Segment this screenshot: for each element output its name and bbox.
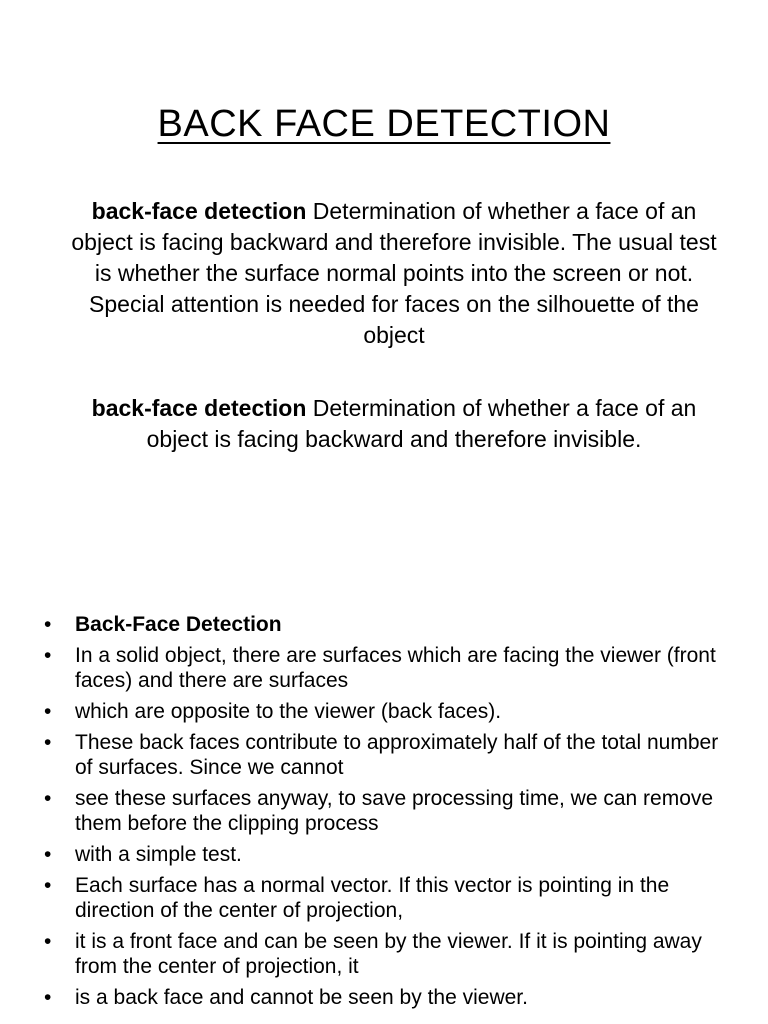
list-item: [0, 873, 768, 923]
bullet-icon: •: [44, 874, 52, 897]
list-item: [0, 786, 768, 836]
list-item: [0, 842, 768, 867]
bullet-icon: •: [44, 843, 52, 866]
list-item-text: with a simple test.: [75, 843, 242, 866]
bullet-icon: •: [44, 613, 52, 636]
bullet-list: [0, 612, 768, 1016]
list-item-text: is a back face and cannot be seen by the viewer.: [75, 986, 528, 1009]
definition-term: back-face detection: [91, 395, 307, 421]
list-item: [0, 985, 768, 1010]
list-item-text: Back-Face Detection: [75, 613, 282, 636]
list-item-text: Each surface has a normal vector. If this vector is pointing in the direction of the center of projection,: [75, 874, 670, 922]
list-item: [0, 929, 768, 979]
definition-text: Determination of whether a face of an object is facing backward and therefore invisible. The usual test is whether the surface normal points into the screen or not. Special attention is needed for faces on the silhouette of the object: [71, 198, 717, 348]
bullet-icon: •: [44, 787, 52, 810]
list-item: [0, 643, 768, 693]
definition-text: Determination of whether a face of an object is facing backward and therefore invisible.: [146, 395, 697, 452]
list-item-text: which are opposite to the viewer (back faces).: [75, 700, 502, 723]
list-item-text: see these surfaces anyway, to save processing time, we can remove them before the clipping process: [75, 787, 714, 835]
list-item-text: These back faces contribute to approximately half of the total number of surfaces. Since we cannot: [75, 731, 719, 779]
list-item: [0, 730, 768, 780]
definition-term: back-face detection: [91, 198, 307, 224]
list-item-text: In a solid object, there are surfaces which are facing the viewer (front faces) and there are surfaces: [75, 644, 716, 692]
definition-paragraph-2: [60, 393, 728, 455]
bullet-icon: •: [44, 930, 52, 953]
bullet-icon: •: [44, 700, 52, 723]
list-item: [0, 612, 768, 637]
bullet-icon: •: [44, 986, 52, 1009]
page-title: BACK FACE DETECTION: [157, 103, 611, 145]
list-item-text: it is a front face and can be seen by the viewer. If it is pointing away from the center of projection, it: [75, 930, 702, 978]
bullet-icon: •: [44, 731, 52, 754]
definition-paragraph-1: [60, 196, 728, 351]
list-item: [0, 699, 768, 724]
bullet-icon: •: [44, 644, 52, 667]
